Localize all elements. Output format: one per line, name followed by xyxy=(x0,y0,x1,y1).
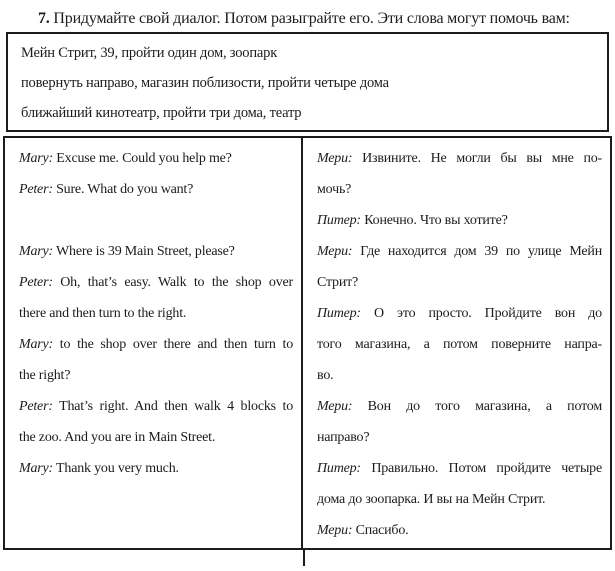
dialog-line xyxy=(19,422,293,453)
dialog-text: Sure. What do you want? xyxy=(52,182,194,197)
dialog-text: Where is 39 Main Street, please? xyxy=(53,244,235,259)
dialog-text: there and then turn to the right. xyxy=(19,306,187,321)
dialog-line xyxy=(19,453,293,484)
dialog-line xyxy=(19,236,293,267)
dialog-line xyxy=(317,453,602,484)
dialog-line xyxy=(19,360,293,391)
dialog-text: Правильно. Потом пройдите четыре xyxy=(360,461,602,476)
dialog-line xyxy=(317,515,602,546)
speaker-name: Мери: xyxy=(317,523,353,538)
word-hint-box xyxy=(6,32,609,132)
exercise-heading xyxy=(0,0,615,28)
dialog-line xyxy=(19,329,293,360)
speaker-name: Mary: xyxy=(19,244,53,259)
dialog-line xyxy=(317,422,602,453)
speaker-name: Питер: xyxy=(317,461,361,476)
dialog-line xyxy=(317,298,602,329)
hint-line: Мейн Стрит, 39, пройти один дом, зоопарк xyxy=(21,45,278,61)
dialog-line xyxy=(19,174,293,205)
dialog-text: во. xyxy=(317,368,334,383)
speaker-name: Mary: xyxy=(19,151,53,166)
dialog-line xyxy=(317,391,602,422)
speaker-name: Мери: xyxy=(317,399,353,414)
dialog-line xyxy=(19,143,293,174)
exercise-instruction: Придумайте свой диалог. Потом разыграйте его. Эти слова могут помочь вам: xyxy=(49,10,570,27)
dialog-text: Вон до того магазина, а потом xyxy=(352,399,602,414)
dialog-text: Спасибо. xyxy=(352,523,409,538)
dialog-text: the right? xyxy=(19,368,71,383)
dialog-line xyxy=(317,174,602,205)
dialog-text: дома до зоопарка. И вы на Мейн Стрит. xyxy=(317,492,546,507)
dialog-text: Конечно. Что вы хотите? xyxy=(360,213,508,228)
dialog-text: Где находится дом 39 по улице Мейн xyxy=(352,244,602,259)
dialog-line xyxy=(317,143,602,174)
hint-line: повернуть направо, магазин поблизости, пройти четыре дома xyxy=(21,75,389,91)
dialog-text: направо? xyxy=(317,430,370,445)
dialog-line xyxy=(317,360,602,391)
speaker-name: Mary: xyxy=(19,337,53,352)
table-divider-tail xyxy=(303,548,305,566)
dialog-text: того магазина, а потом поверните напра- xyxy=(317,337,602,352)
speaker-name: Peter: xyxy=(19,182,53,197)
exercise-number: 7. xyxy=(38,10,50,27)
dialogue-table xyxy=(3,136,612,550)
dialog-text: That’s right. And then walk 4 blocks to xyxy=(52,399,293,414)
dialog-text: Thank you very much. xyxy=(53,461,179,476)
dialog-text: Стрит? xyxy=(317,275,359,290)
dialog-text: О это просто. Пройдите вон до xyxy=(360,306,602,321)
speaker-name: Peter: xyxy=(19,399,53,414)
dialogue-column-russian xyxy=(303,138,610,548)
dialog-line xyxy=(317,484,602,515)
dialog-line xyxy=(317,236,602,267)
dialog-text: to the shop over there and then turn to xyxy=(53,337,293,352)
dialog-line xyxy=(19,267,293,298)
speaker-name: Мери: xyxy=(317,244,353,259)
dialog-line xyxy=(317,267,602,298)
dialog-text: мочь? xyxy=(317,182,352,197)
dialog-line xyxy=(317,205,602,236)
dialog-text: Excuse me. Could you help me? xyxy=(53,151,232,166)
speaker-name: Питер: xyxy=(317,213,361,228)
dialog-text: Извините. Не могли бы вы мне по- xyxy=(352,151,602,166)
dialog-line xyxy=(19,298,293,329)
dialog-line xyxy=(19,391,293,422)
dialog-text: the zoo. And you are in Main Street. xyxy=(19,430,216,445)
speaker-name: Mary: xyxy=(19,461,53,476)
speaker-name: Питер: xyxy=(317,306,361,321)
dialogue-column-english xyxy=(5,138,303,548)
dialog-blank-line xyxy=(19,205,293,236)
dialog-line xyxy=(317,329,602,360)
dialog-text: Oh, that’s easy. Walk to the shop over xyxy=(52,275,293,290)
speaker-name: Мери: xyxy=(317,151,353,166)
speaker-name: Peter: xyxy=(19,275,53,290)
hint-line: ближайший кинотеатр, пройти три дома, театр xyxy=(21,105,302,121)
